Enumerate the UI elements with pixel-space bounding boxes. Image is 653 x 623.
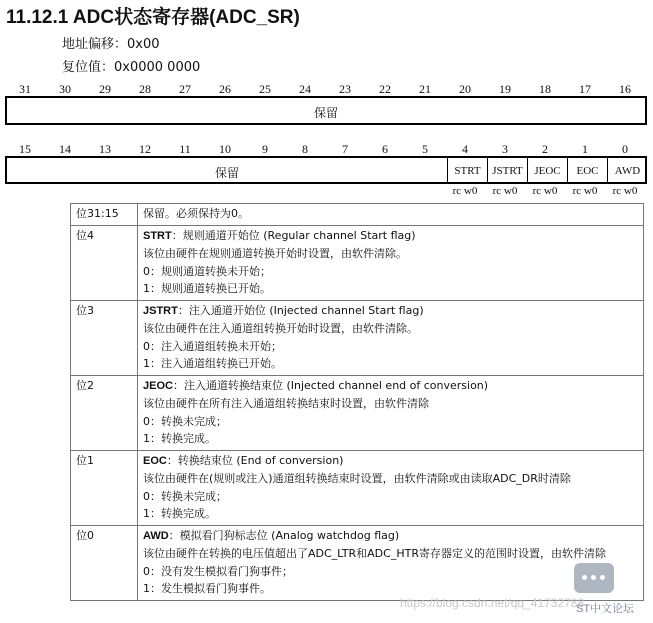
description-line: 该位由硬件在所有注入通道组转换结束时设置，由软件清除	[143, 397, 429, 410]
bit-number: 19	[499, 82, 511, 96]
bit-description-table	[70, 203, 644, 601]
bit-number: 10	[219, 142, 231, 156]
bit-number: 7	[342, 142, 348, 156]
description-title: ：注入通道转换结束位 (Injected channel end of conversion)	[172, 378, 489, 392]
bit-number: 26	[219, 82, 231, 96]
table-row	[71, 375, 644, 450]
table-row	[71, 225, 644, 300]
bit-number: 4	[462, 142, 468, 156]
page-title: 11.12.1 ADC状态寄存器(ADC_SR)	[6, 7, 300, 28]
watermark-brand: ST中文论坛	[576, 603, 635, 615]
description-title: ：注入通道开始位 (Injected channel Start flag)	[177, 303, 424, 317]
bit-number: 2	[542, 142, 548, 156]
field-awd: AWD	[607, 158, 647, 182]
description-line: 该位由硬件在注入通道组转换开始时设置，由软件清除。	[143, 322, 418, 335]
bit-number: 13	[99, 142, 111, 156]
field-strt: STRT	[447, 158, 487, 182]
bit-number: 3	[502, 142, 508, 156]
bit-number: 30	[59, 82, 71, 96]
bit-range: 位4	[71, 225, 138, 300]
table-row	[71, 300, 644, 375]
dot-icon	[600, 575, 605, 580]
access-type: rc w0	[612, 185, 638, 197]
bit-description	[138, 225, 644, 300]
access-type: rc w0	[492, 185, 518, 197]
bit-number: 23	[339, 82, 351, 96]
bit-description	[138, 525, 644, 600]
bit-range: 位31:15	[71, 204, 138, 226]
bit-number: 8	[302, 142, 308, 156]
field-eoc: EOC	[567, 158, 607, 182]
bit-number: 31	[19, 82, 31, 96]
bit-number: 11	[179, 142, 191, 156]
access-type: rc w0	[572, 185, 598, 197]
dot-icon	[582, 575, 587, 580]
field-jstrt: JSTRT	[487, 158, 527, 182]
bit-description	[138, 375, 644, 450]
bit-description	[138, 300, 644, 375]
lower-register-row	[5, 156, 647, 184]
description-line: 1：规则通道转换已开始。	[143, 282, 271, 295]
description-line: 该位由硬件在转换的电压值超出了ADC_LTR和ADC_HTR寄存器定义的范围时设置，由软件清除	[143, 547, 606, 560]
bit-number: 6	[382, 142, 388, 156]
field-jeoc: JEOC	[527, 158, 567, 182]
bit-number: 12	[139, 142, 151, 156]
dot-icon	[591, 575, 596, 580]
description-line: 0：规则通道转换未开始；	[143, 264, 271, 278]
table-row	[71, 450, 644, 525]
field-name: AWD	[143, 529, 169, 542]
description-title: ：转换结束位 (End of conversion)	[166, 453, 344, 467]
description-line: 0：注入通道组转换未开始；	[143, 339, 282, 353]
bit-number: 28	[139, 82, 151, 96]
bit-number: 1	[582, 142, 588, 156]
field-name: STRT	[143, 229, 172, 242]
reserved-label: 保留	[313, 106, 338, 120]
bit-number: 0	[622, 142, 628, 156]
description-line: 该位由硬件在(规则或注入)通道组转换结束时设置，由软件清除或由读取ADC_DR时清除	[143, 472, 571, 485]
bit-number: 22	[379, 82, 391, 96]
description-line: 0：没有发生模拟看门狗事件；	[143, 564, 293, 578]
field-name: JSTRT	[143, 304, 178, 317]
bit-range: 位2	[71, 375, 138, 450]
bit-description	[138, 204, 644, 226]
bit-range: 位0	[71, 525, 138, 600]
description-line: 0：转换未完成；	[143, 489, 227, 503]
description-line: 1：转换完成。	[143, 507, 216, 520]
bit-range: 位1	[71, 450, 138, 525]
table-row	[71, 204, 644, 226]
description-line: 1：转换完成。	[143, 432, 216, 445]
bit-description	[138, 450, 644, 525]
bit-number: 25	[259, 82, 271, 96]
bit-number: 9	[262, 142, 268, 156]
description-title: 保留。必须保持为0。	[143, 207, 249, 220]
bit-number: 29	[99, 82, 111, 96]
reserved-label: 保留	[214, 166, 239, 180]
description-line: 0：转换未完成；	[143, 414, 227, 428]
access-type: rc w0	[452, 185, 478, 197]
description-line: 该位由硬件在规则通道转换开始时设置，由软件清除。	[143, 247, 407, 260]
bit-number: 18	[539, 82, 551, 96]
bit-number: 24	[299, 82, 311, 96]
bit-number: 14	[59, 142, 71, 156]
bit-number: 17	[579, 82, 591, 96]
bit-number: 21	[419, 82, 431, 96]
chat-bubble-icon	[574, 563, 614, 593]
field-name: EOC	[143, 454, 167, 467]
description-title: ：规则通道开始位 (Regular channel Start flag)	[171, 228, 416, 242]
bit-number: 16	[619, 82, 631, 96]
upper-register-row	[5, 96, 647, 125]
access-type: rc w0	[532, 185, 558, 197]
bit-number: 20	[459, 82, 471, 96]
field-name: JEOC	[143, 379, 173, 392]
description-line: 1：注入通道组转换已开始。	[143, 357, 282, 370]
description-title: ：模拟看门狗标志位 (Analog watchdog flag)	[168, 528, 400, 542]
bit-range: 位3	[71, 300, 138, 375]
bit-number: 5	[422, 142, 428, 156]
description-line: 1：发生模拟看门狗事件。	[143, 582, 271, 595]
address-offset: 地址偏移：0x00	[62, 37, 160, 52]
bit-number: 15	[19, 142, 31, 156]
reset-value: 复位值：0x0000 0000	[62, 60, 201, 75]
bit-number: 27	[179, 82, 191, 96]
watermark-url: https://blog.csdn.net/qq_41732788	[400, 596, 585, 610]
table-row	[71, 525, 644, 600]
